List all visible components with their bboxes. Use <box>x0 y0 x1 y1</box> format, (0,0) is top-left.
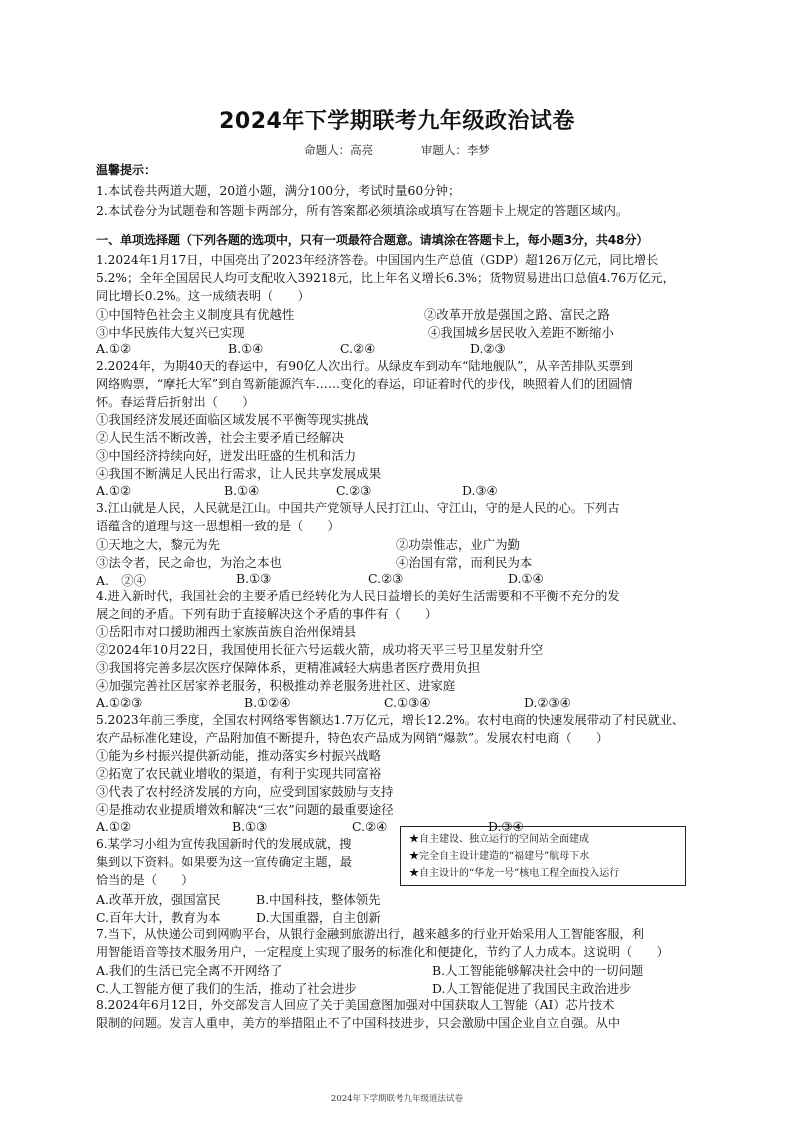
reviewer: 审题人：李梦 <box>420 143 490 157</box>
statement: ④治国有常，而利民为本 <box>396 555 533 570</box>
choice-a: A.①②③ <box>96 695 143 710</box>
choice-d: D.②③ <box>470 341 506 356</box>
choice-c: C.百年大计，教育为本 <box>96 910 221 925</box>
choice-b: B.①④ <box>224 483 260 498</box>
choice-d: D.①④ <box>508 571 544 586</box>
choice-b: B.①④ <box>228 341 264 356</box>
statement: ④我国城乡居民收入差距不断缩小 <box>428 325 614 340</box>
question-text: 怀。春运背后折射出（ ） <box>96 395 255 409</box>
choice-b: B.①②④ <box>244 695 291 710</box>
statement: ①天地之大，黎元为先 <box>96 537 220 552</box>
choice-a: A. ②④ <box>96 573 147 588</box>
statement: ④加强完善社区居家养老服务，积极推动养老服务进社区、进家庭 <box>96 678 456 693</box>
choice-a: A.①② <box>96 819 132 834</box>
statement: ②拓宽了农民就业增收的渠道，有利于实现共同富裕 <box>96 766 381 781</box>
material-box <box>400 826 686 886</box>
question-text: 6.某学习小组为宣传我国新时代的发展成就，搜 <box>96 837 352 851</box>
statement: ③我国将完善多层次医疗保障体系，更精准减轻大病患者医疗费用负担 <box>96 660 481 675</box>
statement: ①能为乡村振兴提供新动能，推动落实乡村振兴战略 <box>96 748 381 763</box>
statement: ②改革开放是强国之路、富民之路 <box>424 307 610 322</box>
question-text: 7.当下，从快递公司到网购平台，从银行金融到旅游出行，越来越多的行业开始采用人工智能客服，利 <box>96 927 644 941</box>
question-text: 同比增长0.2%。这一成绩表明（ ） <box>96 289 310 303</box>
material-item: ★自主设计的“华龙一号”核电工程全面投入运行 <box>409 868 620 879</box>
choice-c: C.人工智能方便了我们的生活，推动了社会进步 <box>96 981 357 996</box>
choice-a: A.①② <box>96 483 132 498</box>
statement: ④是推动农业提质增效和解决“三农”问题的最重要途径 <box>96 802 394 817</box>
question-text: 2.2024年，为期40天的春运中，有90亿人次出行。从绿皮车到动车“陆地舰队”，从辛苦排队买票到 <box>96 359 634 373</box>
question-text: 1.2024年1月17日，中国亮出了2023年经济答卷。中国国内生产总值（GDP）超126万亿元，同比增长 <box>96 253 659 267</box>
choice-d: D.②③④ <box>524 695 571 710</box>
statement: ②人民生活不断改善，社会主要矛盾已经解决 <box>96 430 344 445</box>
question-text: 5.2023年前三季度，全国农村网络零售额达1.7万亿元，增长12.2%。农村电商的快速发展带动了村民就业、 <box>96 713 685 727</box>
choice-a: A.①② <box>96 341 132 356</box>
tip-item: 2.本试卷分为试题卷和答题卡两部分，所有答案都必须填涂或填写在答题卡上规定的答题区域内。 <box>96 203 629 218</box>
choice-b: B.①③ <box>232 819 268 834</box>
statement: ③中华民族伟大复兴已实现 <box>96 325 245 340</box>
material-item: ★完全自主设计建造的“福建号”航母下水 <box>409 851 590 862</box>
statement: ③法令者，民之命也，为治之本也 <box>96 555 282 570</box>
material-item: ★自主建设、独立运行的空间站全面建成 <box>409 834 589 845</box>
page-title: 2024年下学期联考九年级政治试卷 <box>219 109 575 134</box>
question-text: 语蕴含的道理与这一思想相一致的是（ ） <box>96 519 340 533</box>
statement: ②功崇惟志，业广为勤 <box>396 537 520 552</box>
choice-c: C.①③④ <box>384 695 431 710</box>
statement: ①我国经济发展还面临区域发展不平衡等现实挑战 <box>96 412 369 427</box>
choice-d: D.③④ <box>488 819 524 834</box>
question-text: 用智能语音等技术服务用户，一定程度上实现了服务的标准化和便捷化，节约了人力成本。这说明（ ） <box>96 945 669 959</box>
question-text: 3.江山就是人民，人民就是江山。中国共产党领导人民打江山、守江山，守的是人民的心。下列古 <box>96 501 620 515</box>
choice-a: A.改革开放，强国富民 <box>96 892 221 907</box>
statement: ②2024年10月22日，我国使用长征六号运载火箭，成功将天平三号卫星发射升空 <box>96 642 544 657</box>
section-heading: 一、单项选择题（下列各题的选项中，只有一项最符合题意。请填涂在答题卡上，每小题3分，共48分） <box>96 233 649 247</box>
setter: 命题人：高亮 <box>304 143 374 157</box>
statement: ③中国经济持续向好，迸发出旺盛的生机和活力 <box>96 448 357 463</box>
page-footer: 2024年下学期联考九年级道法试卷 <box>330 1094 464 1104</box>
choice-b: B.中国科技，整体领先 <box>256 892 381 907</box>
statement: ①中国特色社会主义制度具有优越性 <box>96 307 295 322</box>
question-text: 展之间的矛盾。下列有助于直接解决这个矛盾的事件有（ ） <box>96 607 438 621</box>
question-text: 8.2024年6月12日，外交部发言人回应了关于美国意图加强对中国获取人工智能（AI）芯片技术 <box>96 998 615 1012</box>
question-text: 集到以下资料。如果要为这一宣传确定主题，最 <box>96 855 352 869</box>
statement: ③代表了农村经济发展的方向，应受到国家鼓励与支持 <box>96 784 394 799</box>
choice-c: C.②④ <box>340 341 376 356</box>
statement: ①岳阳市对口援助湘西土家族苗族自治州保靖县 <box>96 624 357 639</box>
question-text: 网络购票，“摩托大军”到自驾新能源汽车……变化的春运，印证着时代的步伐，映照着人们的团圆情 <box>96 377 633 391</box>
question-text: 恰当的是（ ） <box>96 873 194 887</box>
choice-b: B.人工智能能够解决社会中的一切问题 <box>432 963 644 978</box>
authors <box>0 142 794 158</box>
tips-heading: 温馨提示： <box>96 163 157 177</box>
choice-c: C.②④ <box>352 819 388 834</box>
question-text: 5.2%；全年全国居民人均可支配收入39218元，比上年名义增长6.3%；货物贸易进出口总值4.76万亿元， <box>96 271 675 285</box>
choice-c: C.②③ <box>368 571 404 586</box>
choice-b: B.①③ <box>236 571 272 586</box>
tip-item: 1.本试卷共两道大题，20道小题，满分100分，考试时量60分钟； <box>96 183 461 198</box>
choice-c: C.②③ <box>336 483 372 498</box>
choice-a: A.我们的生活已完全离不开网络了 <box>96 963 283 978</box>
choice-d: D.人工智能促进了我国民主政治进步 <box>432 981 632 996</box>
choice-d: D.大国重器，自主创新 <box>256 910 381 925</box>
statement: ④我国不断满足人民出行需求，让人民共享发展成果 <box>96 466 381 481</box>
question-text: 限制的问题。发言人重申，美方的举措阻止不了中国科技进步，只会激励中国企业自立自强。从中 <box>96 1016 621 1030</box>
choice-d: D.③④ <box>462 483 498 498</box>
question-text: 4.进入新时代，我国社会的主要矛盾已经转化为人民日益增长的美好生活需要和不平衡不充分的发 <box>96 589 620 603</box>
question-text: 农产品标准化建设，产品附加值不断提升，特色农产品成为网销“爆款”。发展农村电商（ ） <box>96 731 609 745</box>
